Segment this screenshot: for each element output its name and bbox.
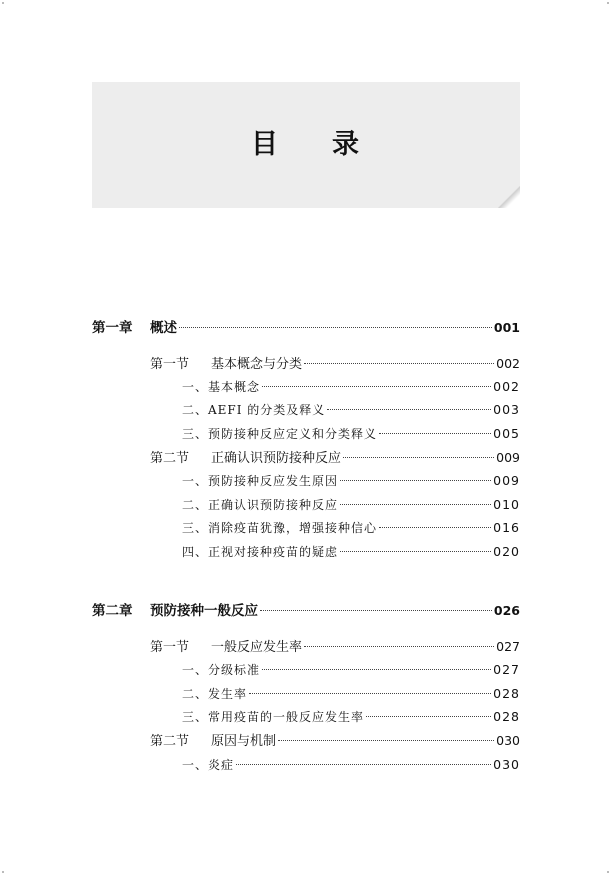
dot-leader	[327, 408, 491, 410]
section-number: 第一节	[150, 640, 190, 655]
page-number: 030	[493, 757, 520, 772]
toc-item[interactable]	[182, 755, 520, 775]
page-number: 028	[493, 686, 520, 701]
section-title: 一般反应发生率	[211, 640, 303, 655]
section-title: 基本概念与分类	[211, 357, 303, 372]
title-banner	[92, 82, 520, 208]
page-title	[92, 122, 520, 161]
page-number: 016	[493, 520, 520, 535]
crop-mark-bottom-right	[607, 871, 609, 873]
crop-mark-top-left	[2, 2, 4, 4]
dot-leader	[366, 715, 491, 717]
chapter-number: 第二章	[92, 603, 133, 619]
item-title: 三、预防接种反应定义和分类释义	[182, 427, 378, 441]
toc-item[interactable]	[182, 377, 520, 397]
toc-item[interactable]	[182, 684, 520, 704]
page-number: 005	[493, 426, 520, 441]
dot-leader	[379, 526, 491, 528]
page-number: 002	[493, 379, 520, 394]
toc-chapter-2[interactable]	[92, 601, 520, 621]
toc-item[interactable]	[182, 495, 520, 515]
toc-item[interactable]	[182, 400, 520, 420]
dot-leader	[236, 763, 491, 765]
dot-leader	[343, 456, 494, 458]
page-number: 009	[493, 473, 520, 488]
item-title: 四、正视对接种疫苗的疑虑	[182, 545, 339, 559]
toc-section-1-1[interactable]	[150, 354, 520, 374]
page-title-left: 目	[251, 129, 280, 160]
toc-item[interactable]	[182, 660, 520, 680]
dot-leader	[340, 503, 491, 505]
chapter-number: 第一章	[92, 320, 133, 336]
section-number: 第二节	[150, 451, 190, 466]
page-number: 010	[493, 497, 520, 512]
page-number: 028	[493, 709, 520, 724]
item-title: 一、预防接种反应发生原因	[182, 474, 339, 488]
section-title: 原因与机制	[211, 734, 277, 749]
dot-leader	[262, 385, 491, 387]
item-title: 一、分级标准	[182, 663, 261, 677]
toc-item[interactable]	[182, 424, 520, 444]
dot-leader	[304, 362, 494, 364]
item-title: 一、炎症	[182, 758, 235, 772]
page-title-right: 录	[332, 129, 361, 160]
dot-leader	[179, 326, 492, 328]
page-number: 001	[493, 320, 520, 335]
dot-leader	[379, 432, 491, 434]
page-number: 009	[496, 450, 520, 465]
item-title: 一、基本概念	[182, 380, 261, 394]
section-title: 正确认识预防接种反应	[211, 451, 342, 466]
item-title: 三、常用疫苗的一般反应发生率	[182, 710, 365, 724]
page-curl-decoration	[498, 186, 520, 208]
section-number: 第二节	[150, 734, 190, 749]
page-number: 003	[493, 402, 520, 417]
item-title: 三、消除疫苗犹豫，增强接种信心	[182, 521, 378, 535]
dot-leader	[260, 609, 492, 611]
toc-item[interactable]	[182, 542, 520, 562]
toc-item[interactable]	[182, 471, 520, 491]
item-title: 二、正确认识预防接种反应	[182, 498, 339, 512]
dot-leader	[340, 479, 491, 481]
page-number: 030	[496, 733, 520, 748]
page-number: 026	[493, 603, 520, 618]
item-title: 二、AEFI 的分类及释义	[182, 403, 326, 417]
toc-chapter-1[interactable]	[92, 318, 520, 338]
toc-section-1-2[interactable]	[150, 448, 520, 468]
page-number: 002	[496, 356, 520, 371]
toc-item[interactable]	[182, 518, 520, 538]
crop-mark-top-right	[607, 2, 609, 4]
chapter-title: 预防接种一般反应	[150, 603, 258, 619]
toc-item[interactable]	[182, 707, 520, 727]
toc-section-2-1[interactable]	[150, 637, 520, 657]
page-number: 027	[493, 662, 520, 677]
dot-leader	[262, 668, 491, 670]
dot-leader	[278, 739, 494, 741]
toc-section-2-2[interactable]	[150, 731, 520, 751]
item-title: 二、发生率	[182, 687, 248, 701]
dot-leader	[304, 645, 494, 647]
section-number: 第一节	[150, 357, 190, 372]
page-number: 020	[493, 544, 520, 559]
crop-mark-bottom-left	[2, 871, 4, 873]
dot-leader	[249, 692, 491, 694]
dot-leader	[340, 550, 491, 552]
page-number: 027	[496, 639, 520, 654]
chapter-title: 概述	[150, 320, 177, 336]
